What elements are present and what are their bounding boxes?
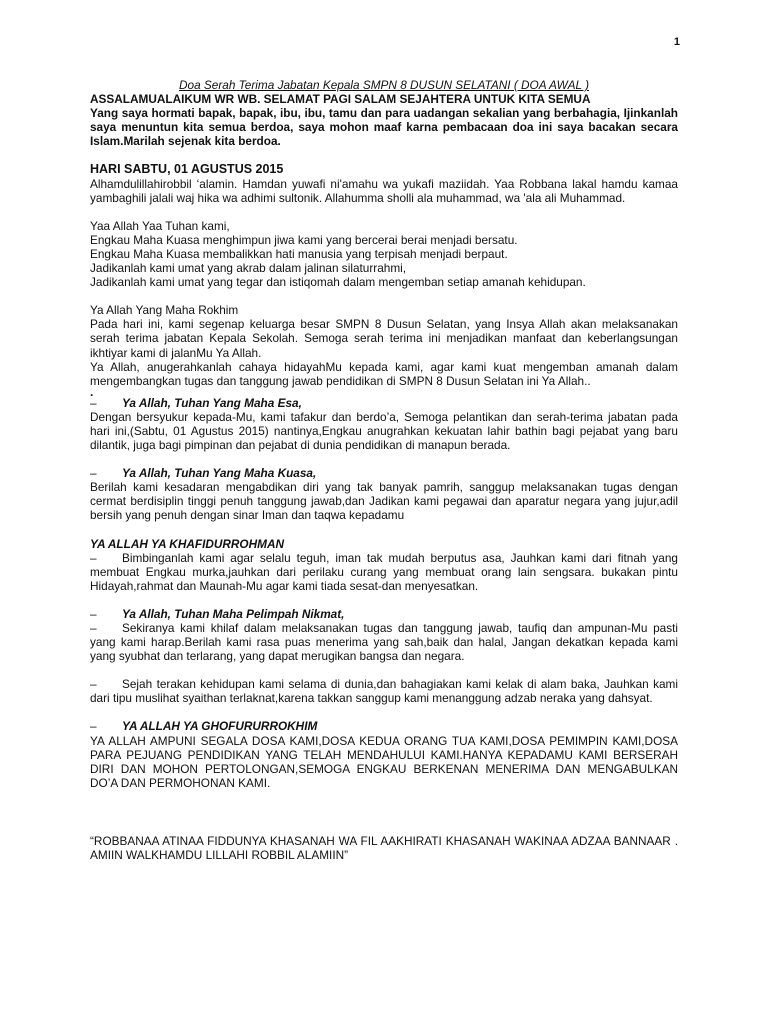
esa-paragraph: Dengan bersyukur kepada-Mu, kami tafakur dan berdo’a, Semoga pelantikan dan serah-terima jabatan pada hari ini,(Sabtu, 01 Agustus 2015) nantinya,Engkau anugrahkan kekuatan lahir bathin bagi pejabat yang baru dilantik, juga bagi pimpinan dan pejabat di dunia pendidikan di manapun berada. bbox=[90, 409, 678, 453]
sejah-text: Sejah terakan kehidupan kami selama di dunia,dan bahagiakan kami kelak di alam baka, Jauhkan kami dari tipu muslihat syaithan terlaknat,karena takkan sanggup kami menanggung adzab neraka yang dahsyat. bbox=[90, 677, 678, 706]
dash-mark: – bbox=[90, 606, 97, 621]
page-number: 1 bbox=[673, 36, 680, 48]
dash-mark: – bbox=[90, 719, 97, 734]
stanza-line: Jadikanlah kami umat yang tegar dan istiqomah dalam mengemban setiap amanah kehidupan. bbox=[90, 275, 586, 290]
ghofur-heading-text: YA ALLAH YA GHOFURURROKHIM bbox=[122, 719, 318, 734]
stanza-line: Engkau Maha Kuasa membalikkan hati manusia yang terpisah menjadi berpaut. bbox=[90, 246, 508, 261]
rokhim-paragraph-1: Pada hari ini, kami segenap keluarga besar SMPN 8 Dusun Selatan, yang Insya Allah akan melaksanakan serah terima jabatan Kepala Sekolah. Semoga serah terima ini menjadikan manfaat dan keberlangsungan ikhtiyar kami di jalanMu Ya Allah. bbox=[90, 317, 678, 360]
dash-mark: – bbox=[90, 466, 97, 481]
khafid-heading: YA ALLAH YA KHAFIDURROHMAN bbox=[90, 536, 284, 551]
esa-heading-text: Ya Allah, Tuhan Yang Maha Esa, bbox=[122, 395, 302, 410]
esa-heading bbox=[90, 396, 678, 410]
nikmat-heading-text: Ya Allah, Tuhan Maha Pelimpah Nikmat, bbox=[122, 606, 345, 621]
stanza-line: Engkau Maha Kuasa menghimpun jiwa kami yang bercerai berai menjadi bersatu. bbox=[90, 232, 518, 247]
kuasa-paragraph: Berilah kami kesadaran mengabdikan diri yang tak banyak pamrih, sanggup melaksanakan tugas dengan cermat berdisiplin tinggi penuh tanggung jawab,dan Jadikan kami pegawai dan aparatur negara yang jujur,adil bersih yang penuh dengan sinar Iman dan taqwa kepadamu bbox=[90, 480, 678, 523]
nikmat-heading bbox=[90, 607, 678, 621]
document-title: Doa Serah Terima Jabatan Kepala SMPN 8 DUSUN SELATANI ( DOA AWAL ) bbox=[179, 78, 589, 92]
khafid-text: Bimbinganlah kami agar selalu teguh, iman tak mudah berputus asa, Jauhkan kami dari fitnah yang membuat Engkau murka,jauhkan dari perilaku curang yang membuat orang lain sengsara. bukakan pintu Hidayah,rahmat dan Maunah-Mu agar kami tiada sesat-dan menyesatkan. bbox=[90, 550, 678, 593]
ghofur-paragraph: YA ALLAH AMPUNI SEGALA DOSA KAMI,DOSA KEDUA ORANG TUA KAMI,DOSA PEMIMPIN KAMI,DOSA PARA PEJUANG PENDIDIKAN YANG TELAH MENDAHULUI KAMI.HANYA KEPADAMU KAMI BERSERAH DIRI DAN MOHON PERTOLONGAN,SEMOGA ENGKAU BERKENAN MENERIMA DAN MENGABULKAN DO’A DAN PERMOHONAN KAMI. bbox=[90, 733, 678, 790]
bullet-dot: . bbox=[90, 384, 94, 399]
dash-mark: – bbox=[90, 395, 97, 410]
dash-mark: – bbox=[90, 677, 97, 692]
stanza-line: Yaa Allah Yaa Tuhan kami, bbox=[90, 218, 230, 233]
khafid-paragraph bbox=[90, 551, 678, 593]
document-body bbox=[90, 78, 678, 862]
dash-mark: – bbox=[90, 550, 97, 565]
kuasa-heading bbox=[90, 466, 678, 480]
kuasa-heading-text: Ya Allah, Tuhan Yang Maha Kuasa, bbox=[122, 466, 317, 481]
date-heading: HARI SABTU, 01 AGUSTUS 2015 bbox=[90, 162, 284, 177]
greeting: ASSALAMUALAIKUM WR WB. SELAMAT PAGI SALAM SEJAHTERA UNTUK KITA SEMUA bbox=[90, 92, 591, 107]
closing-prayer: “ROBBANAA ATINAA FIDDUNYA KHASANAH WA FIL AAKHIRATI KHASANAH WAKINAA ADZAA BANNAAR . AMIIN WALKHAMDU LILLAHI ROBBIL ALAMIIN” bbox=[90, 833, 678, 863]
dash-mark: – bbox=[90, 621, 97, 635]
opening-paragraph: Alhamdulillahirobbil ‘alamin. Hamdan yuwafi ni'amahu wa yukafi maziidah. Yaa Robbana lakal hamdu kamaa yambaghili jalali waj hika wa adhimi sultonik. Allahumma sholli ala muhammad, wa 'ala ali Muhammad. bbox=[90, 176, 678, 205]
nikmat-text: Sekiranya kami khilaf dalam melaksanakan tugas dan tanggung jawab, taufiq dan ampunan-Mu pasti yang kami harap.Berilah kami rasa puas menerima yang sah,baik dan halal, Jangan dekatkan kepada kami yang syubhat dan terlarang, yang dapat merugikan bangsa dan negara. bbox=[90, 621, 678, 664]
rokhim-paragraph-2: Ya Allah, anugerahkanlah cahaya hidayahMu kepada kami, agar kami kuat mengemban amanah dalam mengembangkan tugas dan tanggung jawab pendidikan di SMPN 8 Dusun Selatan ini Ya Allah.. bbox=[90, 359, 678, 388]
intro-paragraph: Yang saya hormati bapak, bapak, ibu, ibu, tamu dan para uadangan sekalian yang berbahagia, Ijinkanlah saya menuntun kita semua berdoa, saya mohon maaf karna pembacaan doa ini saya bacakan secara Islam.Marilah sejenak kita berdoa. bbox=[90, 106, 678, 149]
nikmat-paragraph bbox=[90, 621, 678, 663]
rokhim-heading: Ya Allah Yang Maha Rokhim bbox=[90, 303, 239, 318]
stanza-line: Jadikanlah kami umat yang akrab dalam jalinan silaturrahmi, bbox=[90, 261, 407, 276]
ghofur-heading bbox=[90, 719, 678, 733]
sejah-paragraph bbox=[90, 677, 678, 705]
